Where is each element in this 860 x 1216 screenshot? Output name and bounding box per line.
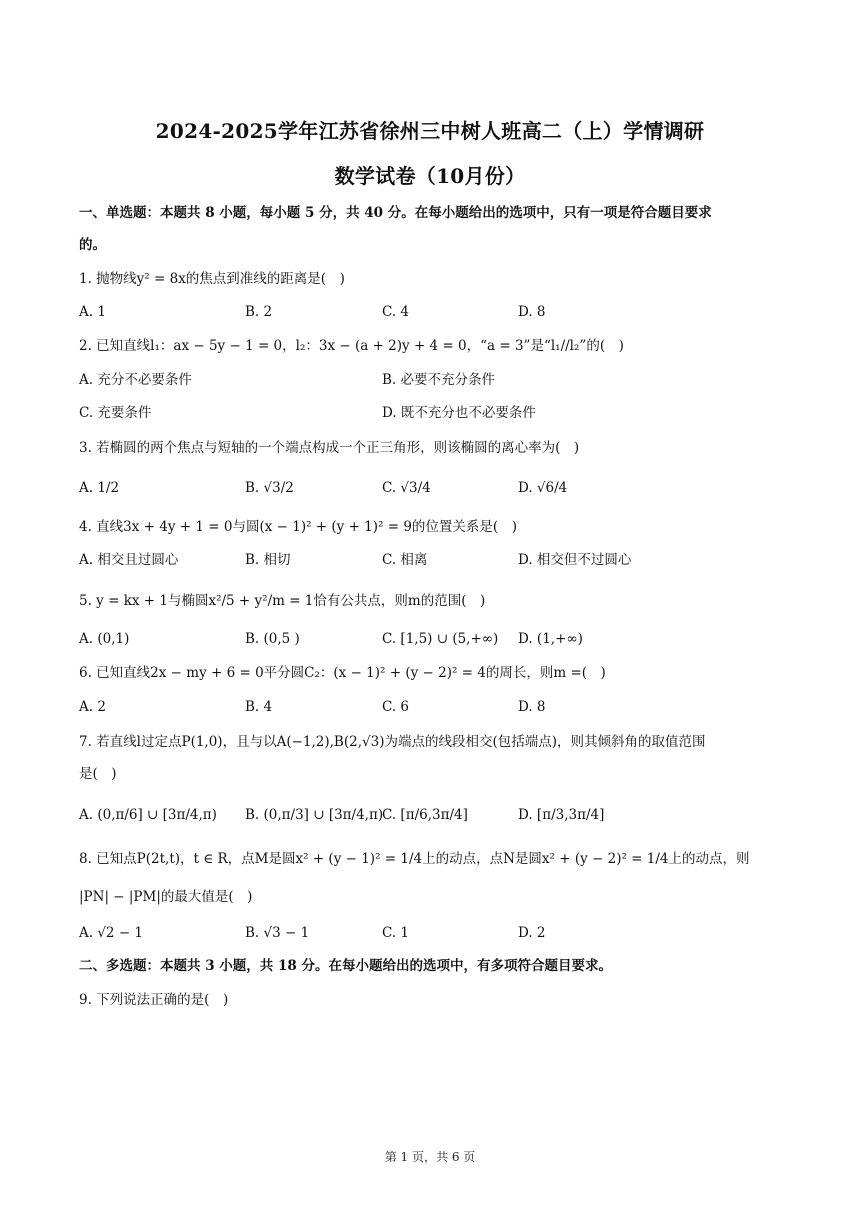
question-6-option-c: C. 6 — [382, 699, 410, 715]
exam-title: 2024-2025学年江苏省徐州三中树人班高二（上）学情调研 — [155, 119, 705, 143]
question-7-option-d: D. [π/3,3π/4] — [518, 807, 605, 823]
question-7-option-b: B. (0,π/3] ∪ [3π/4,π) — [245, 807, 384, 823]
question-2-option-d: D. 既不充分也不必要条件 — [382, 405, 536, 421]
question-8-option-d: D. 2 — [518, 925, 546, 941]
question-4-stem: 4. 直线3x + 4y + 1 = 0与圆(x − 1)² + (y + 1)² = 9的位置关系是( ) — [79, 519, 517, 535]
question-1-option-c: C. 4 — [382, 304, 410, 320]
question-2-option-b: B. 必要不充分条件 — [382, 372, 496, 388]
question-8-option-a: A. √2 − 1 — [79, 925, 144, 941]
question-7-stem-cont: 是( ) — [79, 766, 117, 782]
question-8-stem: 8. 已知点P(2t,t)，t ∈ R，点M是圆x² + (y − 1)² = 1/4上的动点，点N是圆x² + (y − 2)² = 1/4上的动点，则 — [79, 851, 750, 867]
question-3-option-b: B. √3/2 — [245, 480, 294, 496]
question-6-option-b: B. 4 — [245, 699, 273, 715]
page-footer: 第 1 页，共 6 页 — [384, 1150, 476, 1164]
question-3-option-a: A. 1/2 — [79, 480, 120, 496]
question-2-stem: 2. 已知直线l₁：ax − 5y − 1 = 0，l₂：3x − (a + 2)y + 4 = 0，“a = 3”是“l₁//l₂”的( ) — [79, 338, 624, 354]
question-7-stem: 7. 若直线l过定点P(1,0)，且与以A(−1,2),B(2,√3)为端点的线段相交(包括端点)，则其倾斜角的取值范围 — [79, 734, 706, 750]
question-4-option-c: C. 相离 — [382, 552, 428, 568]
question-8-stem-cont: |PN| − |PM|的最大值是( ) — [79, 889, 253, 905]
question-6-option-d: D. 8 — [518, 699, 546, 715]
question-5-option-c: C. [1,5) ∪ (5,+∞) — [382, 631, 499, 647]
question-5-option-a: A. (0,1) — [79, 631, 130, 647]
question-6-stem: 6. 已知直线2x − my + 6 = 0平分圆C₂：(x − 1)² + (y − 2)² = 4的周长，则m =( ) — [79, 665, 606, 681]
question-4-option-a: A. 相交且过圆心 — [79, 552, 179, 568]
exam-subtitle: 数学试卷（10月份） — [334, 164, 526, 188]
question-5-stem: 5. y = kx + 1与椭圆x²/5 + y²/m = 1恰有公共点，则m的范围( ) — [79, 593, 486, 609]
question-4-option-b: B. 相切 — [245, 552, 291, 568]
question-3-option-d: D. √6/4 — [518, 480, 568, 496]
section1-heading: 一、单选题：本题共 8 小题，每小题 5 分，共 40 分。在每小题给出的选项中，只有一项是符合题目要求 — [79, 205, 712, 221]
question-7-option-c: C. [π/6,3π/4] — [382, 807, 468, 823]
question-5-option-d: D. (1,+∞) — [518, 631, 583, 647]
question-9-stem: 9. 下列说法正确的是( ) — [79, 992, 229, 1008]
question-1-option-a: A. 1 — [79, 304, 106, 320]
question-2-option-c: C. 充要条件 — [79, 405, 152, 421]
question-5-option-b: B. (0,5 ) — [245, 631, 300, 647]
section1-heading-cont: 的。 — [79, 237, 106, 253]
question-3-option-c: C. √3/4 — [382, 480, 431, 496]
question-1-stem: 1. 抛物线y² = 8x的焦点到准线的距离是( ) — [79, 271, 345, 287]
question-1-option-b: B. 2 — [245, 304, 273, 320]
question-6-option-a: A. 2 — [79, 699, 106, 715]
question-7-option-a: A. (0,π/6] ∪ [3π/4,π) — [79, 807, 217, 823]
question-4-option-d: D. 相交但不过圆心 — [518, 552, 632, 568]
question-8-option-c: C. 1 — [382, 925, 410, 941]
section2-heading: 二、多选题：本题共 3 小题，共 18 分。在每小题给出的选项中，有多项符合题目要求。 — [79, 958, 612, 974]
question-2-option-a: A. 充分不必要条件 — [79, 372, 192, 388]
question-3-stem: 3. 若椭圆的两个焦点与短轴的一个端点构成一个正三角形，则该椭圆的离心率为( ) — [79, 440, 580, 456]
question-1-option-d: D. 8 — [518, 304, 546, 320]
question-8-option-b: B. √3 − 1 — [245, 925, 310, 941]
